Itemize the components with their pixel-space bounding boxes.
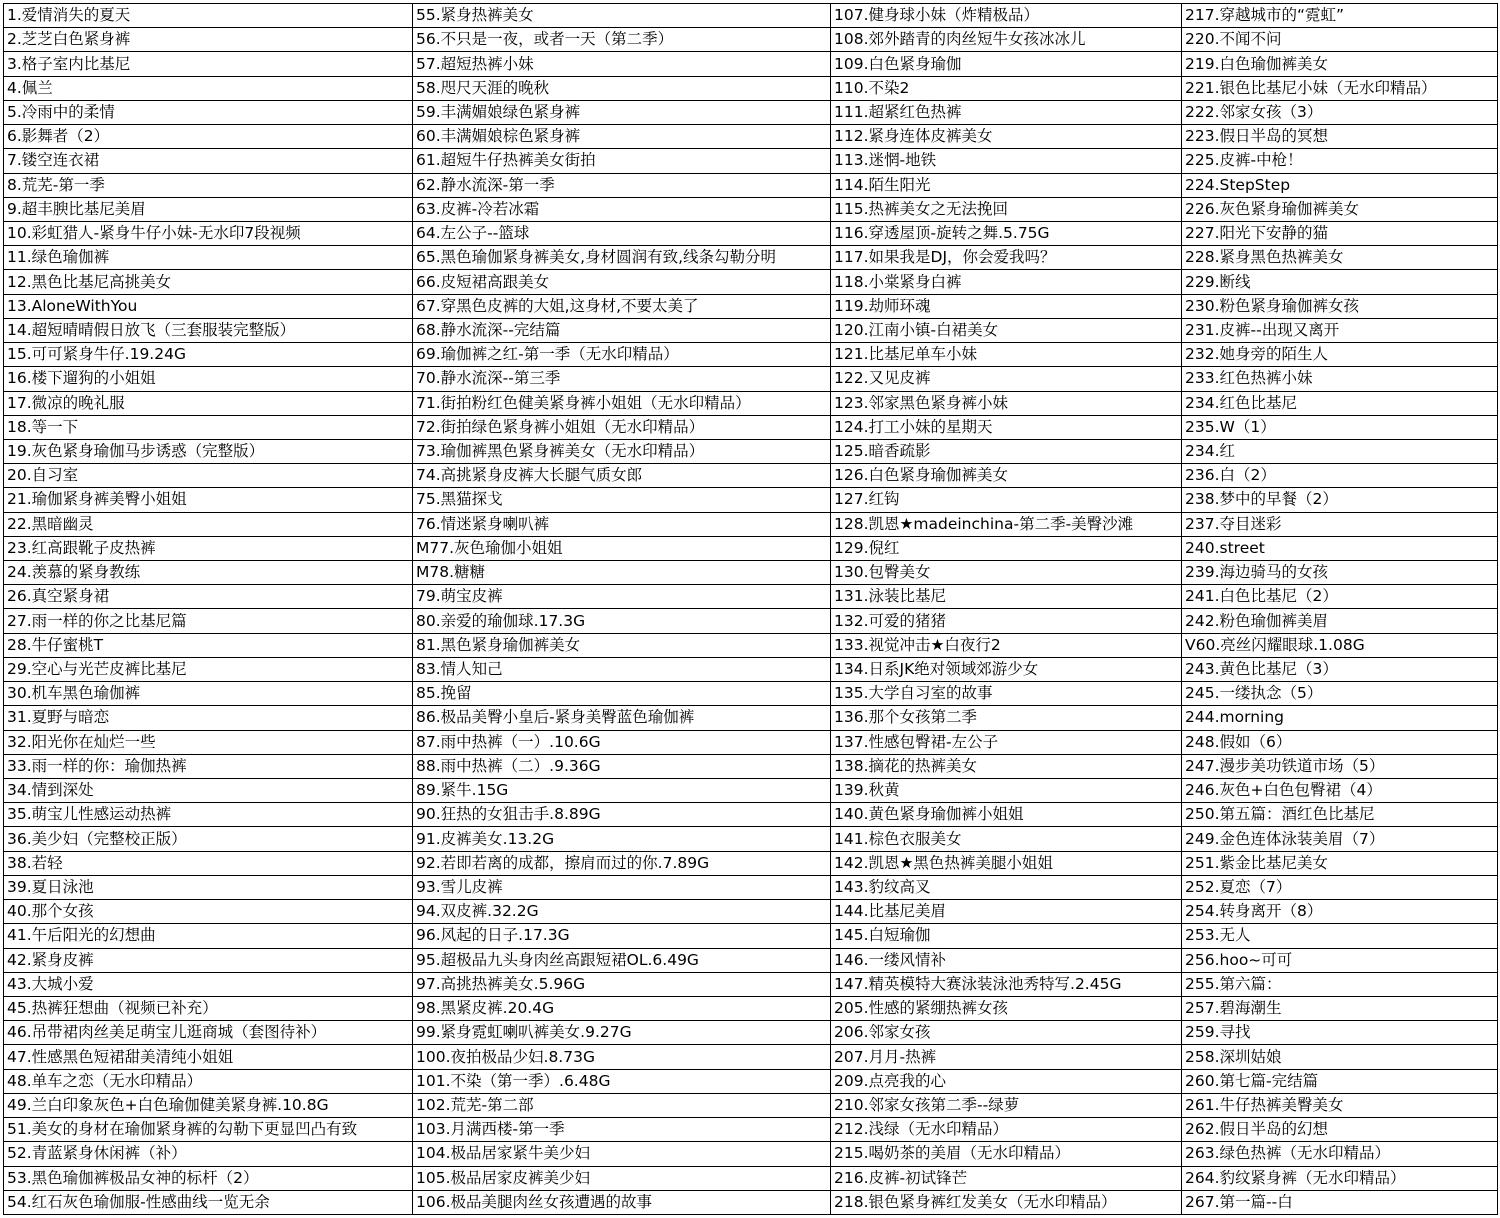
table-row bbox=[4, 4, 1498, 28]
table-cell: 21.瑜伽紧身裤美臀小姐姐 bbox=[4, 488, 413, 512]
table-cell: 30.机车黑色瑜伽裤 bbox=[4, 682, 413, 706]
table-row bbox=[4, 1118, 1498, 1142]
table-row bbox=[4, 1142, 1498, 1166]
table-cell: 87.雨中热裤（一）.10.6G bbox=[413, 730, 831, 754]
table-row bbox=[4, 173, 1498, 197]
table-cell: M77.灰色瑜伽小姐姐 bbox=[413, 536, 831, 560]
table-cell: 101.不染（第一季）.6.48G bbox=[413, 1069, 831, 1093]
table-cell: 226.灰色紧身瑜伽裤美女 bbox=[1182, 197, 1498, 221]
table-cell: 129.倪红 bbox=[831, 536, 1182, 560]
table-cell: 128.凯恩★madeinchina-第二季-美臀沙滩 bbox=[831, 512, 1182, 536]
table-cell: 11.绿色瑜伽裤 bbox=[4, 246, 413, 270]
table-cell: 43.大城小爱 bbox=[4, 972, 413, 996]
table-row bbox=[4, 343, 1498, 367]
table-row bbox=[4, 391, 1498, 415]
table-cell: 23.红高跟靴子皮热裤 bbox=[4, 536, 413, 560]
table-cell: 212.浅绿（无水印精品） bbox=[831, 1118, 1182, 1142]
table-cell: 14.超短晴晴假日放飞（三套服装完整版） bbox=[4, 318, 413, 342]
table-cell: 97.高挑热裤美女.5.96G bbox=[413, 972, 831, 996]
table-cell: 146.一缕风情补 bbox=[831, 948, 1182, 972]
table-cell: 250.第五篇：酒红色比基尼 bbox=[1182, 803, 1498, 827]
table-cell: 91.皮裤美女.13.2G bbox=[413, 827, 831, 851]
table-cell: 248.假如（6） bbox=[1182, 730, 1498, 754]
table-cell: 74.高挑紧身皮裤大长腿气质女郎 bbox=[413, 464, 831, 488]
table-cell: 34.情到深处 bbox=[4, 779, 413, 803]
table-cell: 237.夺目迷彩 bbox=[1182, 512, 1498, 536]
table-cell: 243.黄色比基尼（3） bbox=[1182, 657, 1498, 681]
table-cell: 223.假日半岛的冥想 bbox=[1182, 125, 1498, 149]
table-cell: 7.镂空连衣裙 bbox=[4, 149, 413, 173]
table-cell: 114.陌生阳光 bbox=[831, 173, 1182, 197]
table-cell: 66.皮短裙高跟美女 bbox=[413, 270, 831, 294]
table-cell: 113.迷惘-地铁 bbox=[831, 149, 1182, 173]
table-cell: 118.小棠紧身白裤 bbox=[831, 270, 1182, 294]
table-cell: 105.极品居家皮裤美少妇 bbox=[413, 1166, 831, 1190]
table-cell: 145.白短瑜伽 bbox=[831, 924, 1182, 948]
table-cell: 121.比基尼单车小妹 bbox=[831, 343, 1182, 367]
table-row bbox=[4, 827, 1498, 851]
table-cell: 53.黑色瑜伽裤极品女神的标杆（2） bbox=[4, 1166, 413, 1190]
table-cell: 221.银色比基尼小妹（无水印精品） bbox=[1182, 76, 1498, 100]
table-cell: 90.狂热的女狙击手.8.89G bbox=[413, 803, 831, 827]
table-cell: 127.红钩 bbox=[831, 488, 1182, 512]
table-cell: 61.超短牛仔热裤美女街拍 bbox=[413, 149, 831, 173]
table-row bbox=[4, 367, 1498, 391]
table-cell: 13.AloneWithYou bbox=[4, 294, 413, 318]
table-cell: 29.空心与光芒皮裤比基尼 bbox=[4, 657, 413, 681]
table-row bbox=[4, 1069, 1498, 1093]
table-row bbox=[4, 100, 1498, 124]
table-cell: 261.牛仔热裤美臀美女 bbox=[1182, 1093, 1498, 1117]
table-cell: 72.街拍绿色紧身裤小姐姐（无水印精品） bbox=[413, 415, 831, 439]
table-cell: 39.夏日泳池 bbox=[4, 875, 413, 899]
table-cell: 58.咫尺天涯的晚秋 bbox=[413, 76, 831, 100]
table-cell: 246.灰色+白色包臀裙（4） bbox=[1182, 779, 1498, 803]
table-cell: 218.银色紧身裤红发美女（无水印精品） bbox=[831, 1190, 1182, 1214]
table-cell: 222.邻家女孩（3） bbox=[1182, 100, 1498, 124]
table-cell: 56.不只是一夜，或者一天（第二季） bbox=[413, 28, 831, 52]
table-cell: 51.美女的身材在瑜伽紧身裤的勾勒下更显凹凸有致 bbox=[4, 1118, 413, 1142]
table-row bbox=[4, 512, 1498, 536]
table-row bbox=[4, 900, 1498, 924]
table-cell: 85.挽留 bbox=[413, 682, 831, 706]
table-cell: 35.萌宝儿性感运动热裤 bbox=[4, 803, 413, 827]
table-cell: 100.夜拍极品少妇.8.73G bbox=[413, 1045, 831, 1069]
table-cell: 116.穿透屋顶-旋转之舞.5.75G bbox=[831, 221, 1182, 245]
table-cell: 263.绿色热裤（无水印精品） bbox=[1182, 1142, 1498, 1166]
table-cell: 4.佩兰 bbox=[4, 76, 413, 100]
table-cell: 27.雨一样的你之比基尼篇 bbox=[4, 609, 413, 633]
table-cell: 95.超极品九头身肉丝高跟短裙OL.6.49G bbox=[413, 948, 831, 972]
table-row bbox=[4, 1190, 1498, 1214]
table-cell: 63.皮裤-冷若冰霜 bbox=[413, 197, 831, 221]
table-row bbox=[4, 609, 1498, 633]
table-cell: 16.楼下遛狗的小姐姐 bbox=[4, 367, 413, 391]
table-cell: 17.微凉的晚礼服 bbox=[4, 391, 413, 415]
table-cell: 117.如果我是DJ，你会爱我吗？ bbox=[831, 246, 1182, 270]
table-cell: 79.萌宝皮裤 bbox=[413, 585, 831, 609]
table-row bbox=[4, 270, 1498, 294]
table-row bbox=[4, 125, 1498, 149]
table-cell: 68.静水流深--完结篇 bbox=[413, 318, 831, 342]
table-row bbox=[4, 221, 1498, 245]
table-cell: 257.碧海潮生 bbox=[1182, 996, 1498, 1020]
table-cell: 81.黑色紧身瑜伽裤美女 bbox=[413, 633, 831, 657]
table-cell: 139.秋黄 bbox=[831, 779, 1182, 803]
table-cell: 143.豹纹高叉 bbox=[831, 875, 1182, 899]
table-cell: 217.穿越城市的“霓虹” bbox=[1182, 4, 1498, 28]
table-cell: 106.极品美腿肉丝女孩遭遇的故事 bbox=[413, 1190, 831, 1214]
table-cell: 242.粉色瑜伽裤美眉 bbox=[1182, 609, 1498, 633]
table-cell: 235.W（1） bbox=[1182, 415, 1498, 439]
table-cell: 229.断线 bbox=[1182, 270, 1498, 294]
table-cell: 233.红色热裤小妹 bbox=[1182, 367, 1498, 391]
table-cell: V60.亮丝闪耀眼球.1.08G bbox=[1182, 633, 1498, 657]
table-cell: 225.皮裤-中枪！ bbox=[1182, 149, 1498, 173]
table-cell: 20.自习室 bbox=[4, 464, 413, 488]
table-cell: 234.红色比基尼 bbox=[1182, 391, 1498, 415]
table-cell: 253.无人 bbox=[1182, 924, 1498, 948]
table-cell: 220.不闻不问 bbox=[1182, 28, 1498, 52]
table-cell: 230.粉色紧身瑜伽裤女孩 bbox=[1182, 294, 1498, 318]
table-cell: 232.她身旁的陌生人 bbox=[1182, 343, 1498, 367]
table-row bbox=[4, 924, 1498, 948]
listing-table bbox=[3, 3, 1498, 1215]
table-cell: 147.精英模特大赛泳装泳池秀特写.2.45G bbox=[831, 972, 1182, 996]
table-cell: 60.丰满媚娘棕色紧身裤 bbox=[413, 125, 831, 149]
table-cell: 142.凯恩★黑色热裤美腿小姐姐 bbox=[831, 851, 1182, 875]
table-cell: 64.左公子--篮球 bbox=[413, 221, 831, 245]
table-cell: 71.街拍粉红色健美紧身裤小姐姐（无水印精品） bbox=[413, 391, 831, 415]
table-cell: 15.可可紧身牛仔.19.24G bbox=[4, 343, 413, 367]
table-cell: 92.若即若离的成都，擦肩而过的你.7.89G bbox=[413, 851, 831, 875]
table-cell: 205.性感的紧绷热裤女孩 bbox=[831, 996, 1182, 1020]
table-row bbox=[4, 439, 1498, 463]
table-cell: 28.牛仔蜜桃T bbox=[4, 633, 413, 657]
table-cell: 115.热裤美女之无法挽回 bbox=[831, 197, 1182, 221]
table-cell: 111.超紧红色热裤 bbox=[831, 100, 1182, 124]
table-cell: 252.夏恋（7） bbox=[1182, 875, 1498, 899]
table-cell: 264.豹纹紧身裤（无水印精品） bbox=[1182, 1166, 1498, 1190]
table-cell: M78.糖糖 bbox=[413, 561, 831, 585]
table-cell: 46.吊带裙肉丝美足萌宝儿逛商城（套图待补） bbox=[4, 1021, 413, 1045]
table-cell: 136.那个女孩第二季 bbox=[831, 706, 1182, 730]
table-cell: 207.月月-热裤 bbox=[831, 1045, 1182, 1069]
table-row bbox=[4, 754, 1498, 778]
table-row bbox=[4, 536, 1498, 560]
table-cell: 57.超短热裤小妹 bbox=[413, 52, 831, 76]
table-cell: 254.转身离开（8） bbox=[1182, 900, 1498, 924]
table-cell: 125.暗香疏影 bbox=[831, 439, 1182, 463]
table-cell: 144.比基尼美眉 bbox=[831, 900, 1182, 924]
table-row bbox=[4, 706, 1498, 730]
table-row bbox=[4, 730, 1498, 754]
table-cell: 102.荒芜-第二部 bbox=[413, 1093, 831, 1117]
table-cell: 1.爱情消失的夏天 bbox=[4, 4, 413, 28]
table-cell: 47.性感黑色短裙甜美清纯小姐姐 bbox=[4, 1045, 413, 1069]
table-cell: 134.日系JK绝对领域郊游少女 bbox=[831, 657, 1182, 681]
table-cell: 93.雪儿皮裤 bbox=[413, 875, 831, 899]
table-cell: 258.深圳姑娘 bbox=[1182, 1045, 1498, 1069]
table-cell: 262.假日半岛的幻想 bbox=[1182, 1118, 1498, 1142]
table-cell: 109.白色紧身瑜伽 bbox=[831, 52, 1182, 76]
table-cell: 6.影舞者（2） bbox=[4, 125, 413, 149]
table-cell: 80.亲爱的瑜伽球.17.3G bbox=[413, 609, 831, 633]
table-cell: 241.白色比基尼（2） bbox=[1182, 585, 1498, 609]
table-cell: 18.等一下 bbox=[4, 415, 413, 439]
table-cell: 238.梦中的早餐（2） bbox=[1182, 488, 1498, 512]
table-row bbox=[4, 657, 1498, 681]
table-cell: 137.性感包臀裙-左公子 bbox=[831, 730, 1182, 754]
table-cell: 259.寻找 bbox=[1182, 1021, 1498, 1045]
table-cell: 123.邻家黑色紧身裤小妹 bbox=[831, 391, 1182, 415]
table-cell: 76.情迷紧身喇叭裤 bbox=[413, 512, 831, 536]
table-cell: 239.海边骑马的女孩 bbox=[1182, 561, 1498, 585]
table-cell: 73.瑜伽裤黑色紧身裤美女（无水印精品） bbox=[413, 439, 831, 463]
table-row bbox=[4, 875, 1498, 899]
table-cell: 131.泳装比基尼 bbox=[831, 585, 1182, 609]
table-cell: 133.视觉冲击★白夜行2 bbox=[831, 633, 1182, 657]
table-cell: 124.打工小妹的星期天 bbox=[831, 415, 1182, 439]
table-cell: 94.双皮裤.32.2G bbox=[413, 900, 831, 924]
table-row bbox=[4, 972, 1498, 996]
table-cell: 42.紧身皮裤 bbox=[4, 948, 413, 972]
table-cell: 215.喝奶茶的美眉（无水印精品） bbox=[831, 1142, 1182, 1166]
table-cell: 41.午后阳光的幻想曲 bbox=[4, 924, 413, 948]
table-cell: 40.那个女孩 bbox=[4, 900, 413, 924]
table-cell: 99.紧身霓虹喇叭裤美女.9.27G bbox=[413, 1021, 831, 1045]
table-cell: 119.劫师环魂 bbox=[831, 294, 1182, 318]
table-cell: 2.芝芝白色紧身裤 bbox=[4, 28, 413, 52]
table-cell: 228.紧身黑色热裤美女 bbox=[1182, 246, 1498, 270]
table-row bbox=[4, 197, 1498, 221]
table-cell: 12.黑色比基尼高挑美女 bbox=[4, 270, 413, 294]
table-row bbox=[4, 149, 1498, 173]
table-row bbox=[4, 779, 1498, 803]
table-row bbox=[4, 1166, 1498, 1190]
table-cell: 3.格子室内比基尼 bbox=[4, 52, 413, 76]
table-cell: 26.真空紧身裙 bbox=[4, 585, 413, 609]
table-cell: 49.兰白印象灰色+白色瑜伽健美紧身裤.10.8G bbox=[4, 1093, 413, 1117]
table-cell: 216.皮裤-初试锋芒 bbox=[831, 1166, 1182, 1190]
table-cell: 231.皮裤--出现又离开 bbox=[1182, 318, 1498, 342]
table-cell: 59.丰满媚娘绿色紧身裤 bbox=[413, 100, 831, 124]
table-row bbox=[4, 1093, 1498, 1117]
table-row bbox=[4, 488, 1498, 512]
table-cell: 206.邻家女孩 bbox=[831, 1021, 1182, 1045]
table-cell: 89.紧牛.15G bbox=[413, 779, 831, 803]
table-cell: 62.静水流深-第一季 bbox=[413, 173, 831, 197]
table-cell: 104.极品居家紧牛美少妇 bbox=[413, 1142, 831, 1166]
table-cell: 103.月满西楼-第一季 bbox=[413, 1118, 831, 1142]
table-row bbox=[4, 633, 1498, 657]
table-cell: 70.静水流深--第三季 bbox=[413, 367, 831, 391]
table-cell: 32.阳光你在灿烂一些 bbox=[4, 730, 413, 754]
table-cell: 120.江南小镇-白裙美女 bbox=[831, 318, 1182, 342]
table-row bbox=[4, 294, 1498, 318]
table-row bbox=[4, 561, 1498, 585]
table-cell: 135.大学自习室的故事 bbox=[831, 682, 1182, 706]
listing-table-body bbox=[4, 4, 1498, 1215]
table-cell: 9.超丰腴比基尼美眉 bbox=[4, 197, 413, 221]
table-cell: 10.彩虹猎人-紧身牛仔小妹-无水印7段视频 bbox=[4, 221, 413, 245]
table-cell: 210.邻家女孩第二季--绿萝 bbox=[831, 1093, 1182, 1117]
table-cell: 31.夏野与暗恋 bbox=[4, 706, 413, 730]
table-cell: 256.hoo~可可 bbox=[1182, 948, 1498, 972]
table-cell: 122.又见皮裤 bbox=[831, 367, 1182, 391]
table-cell: 219.白色瑜伽裤美女 bbox=[1182, 52, 1498, 76]
table-cell: 209.点亮我的心 bbox=[831, 1069, 1182, 1093]
table-cell: 110.不染2 bbox=[831, 76, 1182, 100]
table-cell: 52.青蓝紧身休闲裤（补） bbox=[4, 1142, 413, 1166]
table-cell: 45.热裤狂想曲（视频已补充） bbox=[4, 996, 413, 1020]
table-cell: 8.荒芜-第一季 bbox=[4, 173, 413, 197]
table-row bbox=[4, 803, 1498, 827]
table-row bbox=[4, 851, 1498, 875]
table-cell: 244.morning bbox=[1182, 706, 1498, 730]
table-cell: 255.第六篇： bbox=[1182, 972, 1498, 996]
table-cell: 260.第七篇-完结篇 bbox=[1182, 1069, 1498, 1093]
table-row bbox=[4, 464, 1498, 488]
table-row bbox=[4, 52, 1498, 76]
table-cell: 22.黑暗幽灵 bbox=[4, 512, 413, 536]
table-cell: 33.雨一样的你：瑜伽热裤 bbox=[4, 754, 413, 778]
table-cell: 86.极品美臀小皇后-紧身美臀蓝色瑜伽裤 bbox=[413, 706, 831, 730]
table-row bbox=[4, 1021, 1498, 1045]
table-row bbox=[4, 76, 1498, 100]
table-row bbox=[4, 318, 1498, 342]
table-cell: 24.羡慕的紧身教练 bbox=[4, 561, 413, 585]
table-cell: 132.可爱的猪猪 bbox=[831, 609, 1182, 633]
table-cell: 138.摘花的热裤美女 bbox=[831, 754, 1182, 778]
table-cell: 75.黑猫探戈 bbox=[413, 488, 831, 512]
table-cell: 245.一缕执念（5） bbox=[1182, 682, 1498, 706]
table-cell: 38.若轻 bbox=[4, 851, 413, 875]
table-cell: 267.第一篇--白 bbox=[1182, 1190, 1498, 1214]
table-cell: 249.金色连体泳装美眉（7） bbox=[1182, 827, 1498, 851]
table-cell: 108.郊外踏青的肉丝短牛女孩冰冰儿 bbox=[831, 28, 1182, 52]
table-cell: 141.棕色衣服美女 bbox=[831, 827, 1182, 851]
table-cell: 54.红石灰色瑜伽服-性感曲线一览无余 bbox=[4, 1190, 413, 1214]
table-cell: 107.健身球小妹（炸精极品） bbox=[831, 4, 1182, 28]
table-row bbox=[4, 246, 1498, 270]
table-cell: 69.瑜伽裤之红-第一季（无水印精品） bbox=[413, 343, 831, 367]
table-cell: 140.黄色紧身瑜伽裤小姐姐 bbox=[831, 803, 1182, 827]
table-cell: 227.阳光下安静的猫 bbox=[1182, 221, 1498, 245]
table-cell: 55.紧身热裤美女 bbox=[413, 4, 831, 28]
table-cell: 36.美少妇（完整校正版） bbox=[4, 827, 413, 851]
table-cell: 5.冷雨中的柔情 bbox=[4, 100, 413, 124]
table-cell: 48.单车之恋（无水印精品） bbox=[4, 1069, 413, 1093]
table-cell: 236.白（2） bbox=[1182, 464, 1498, 488]
table-row bbox=[4, 28, 1498, 52]
table-cell: 234.红 bbox=[1182, 439, 1498, 463]
table-cell: 247.漫步美功铁道市场（5） bbox=[1182, 754, 1498, 778]
table-row bbox=[4, 948, 1498, 972]
table-row bbox=[4, 585, 1498, 609]
table-cell: 65.黑色瑜伽紧身裤美女,身材圆润有致,线条勾勒分明 bbox=[413, 246, 831, 270]
table-cell: 224.StepStep bbox=[1182, 173, 1498, 197]
table-cell: 126.白色紧身瑜伽裤美女 bbox=[831, 464, 1182, 488]
table-cell: 96.风起的日子.17.3G bbox=[413, 924, 831, 948]
table-cell: 130.包臀美女 bbox=[831, 561, 1182, 585]
table-cell: 88.雨中热裤（二）.9.36G bbox=[413, 754, 831, 778]
table-cell: 240.street bbox=[1182, 536, 1498, 560]
table-cell: 251.紫金比基尼美女 bbox=[1182, 851, 1498, 875]
table-cell: 98.黑紧皮裤.20.4G bbox=[413, 996, 831, 1020]
table-cell: 67.穿黑色皮裤的大姐,这身材,不要太美了 bbox=[413, 294, 831, 318]
table-row bbox=[4, 682, 1498, 706]
table-row bbox=[4, 415, 1498, 439]
table-cell: 112.紧身连体皮裤美女 bbox=[831, 125, 1182, 149]
table-row bbox=[4, 996, 1498, 1020]
table-cell: 19.灰色紧身瑜伽马步诱惑（完整版） bbox=[4, 439, 413, 463]
table-row bbox=[4, 1045, 1498, 1069]
table-cell: 83.情人知己 bbox=[413, 657, 831, 681]
